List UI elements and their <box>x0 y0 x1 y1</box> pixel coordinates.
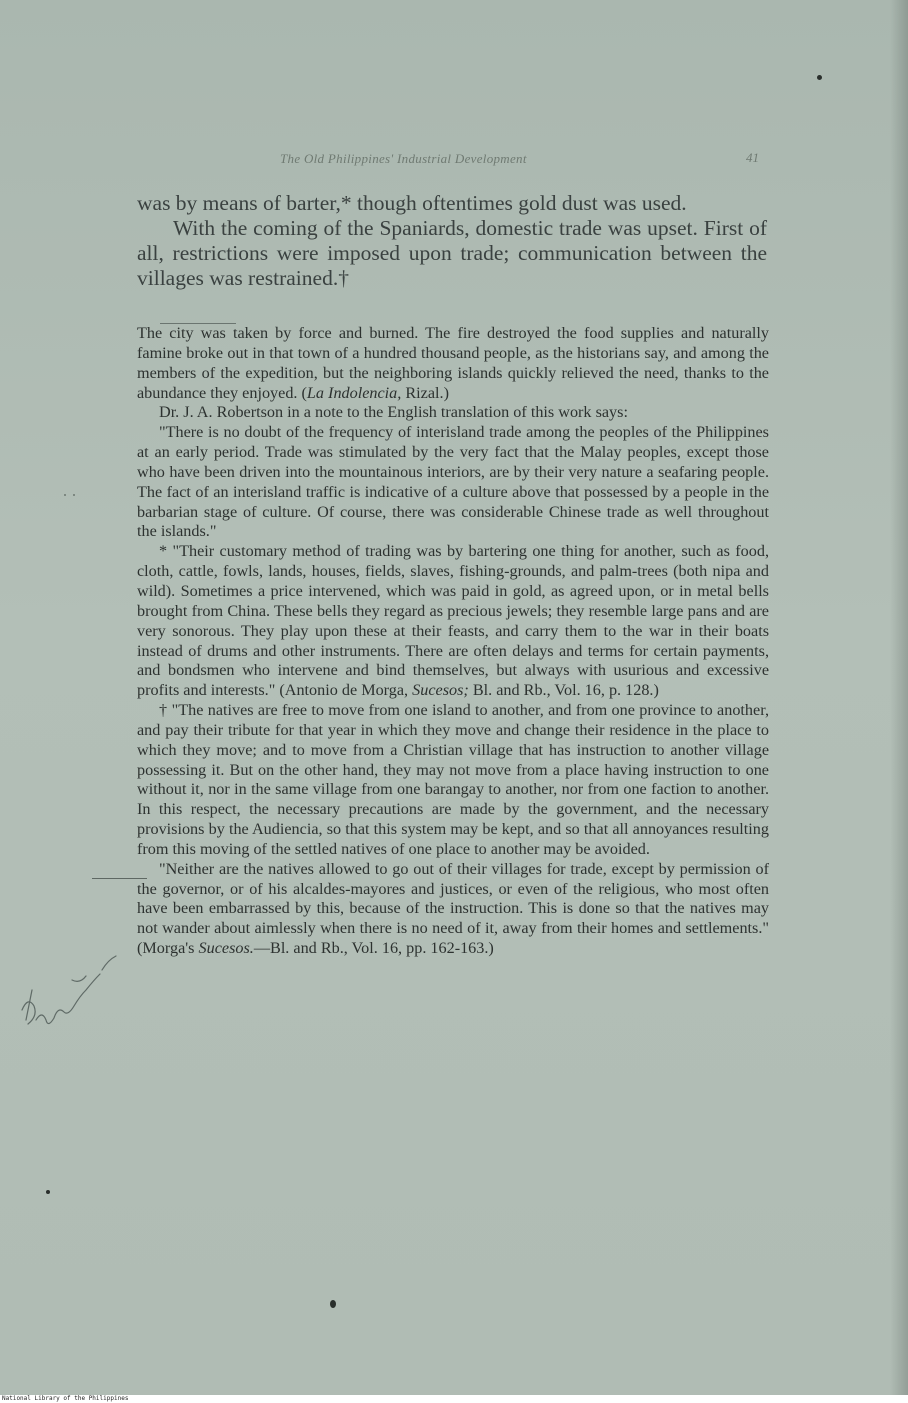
running-head: The Old Philippines' Industrial Development <box>280 151 527 166</box>
note-robertson-quote: "There is no doubt of the frequency of interisland trade among the peoples of the Philippines at an early period. Trade was stimulated by the very fact that the Malay peoples, except those who have been driven into the mountainous interiors, are by their very nature a seafaring people. The fact of an interisland traffic is indicative of a culture above that possessed by a people in the barbarian stage of culture. Of course, there was considerable Chinese trade as well throughout the islands." <box>137 423 769 541</box>
footnotes <box>137 324 769 959</box>
page-speck <box>46 1190 50 1194</box>
pencil-annotation <box>12 950 132 1060</box>
note-robertson-intro: Dr. J. A. Robertson in a note to the English translation of this work says: <box>159 403 628 422</box>
page-edge-shadow <box>890 0 908 1395</box>
body-paragraph-2: With the coming of the Spaniards, domestic trade was upset. First of all, restrictions were imposed upon trade; communication between the villages was restrained.† <box>137 216 767 290</box>
note-city-burned: The city was taken by force and burned. The fire destroyed the food supplies and naturally famine broke out in that town of a hundred thousand people, as the historians say, and among the members of the expedition, but the neighboring islands quickly relieved the need, thanks to the abundance they enjoyed. (La Indolencia, Rizal.) <box>137 324 769 402</box>
body-paragraph-1: was by means of barter,* though oftentimes gold dust was used. <box>137 191 687 215</box>
library-credit: National Library of the Philippines <box>0 1395 908 1403</box>
page-number: 41 <box>746 150 759 165</box>
note-natives-free: † "The natives are free to move from one island to another, and from one province to another, and pay their tribute for that year in which they move and change their residence in the place to which they move; and to move from a Christian village that has instruction to another village possessing it. But on the other hand, they may not move from a place having instruction to one without it, nor in the same village from one barangay to another, nor from one faction to another. In this respect, the necessary precautions are made by the government, and the necessary provisions by the Audiencia, so that this system may be kept, and so that all annoyances resulting from this moving of the settled natives of one place to another may be avoided. <box>137 701 769 858</box>
page-speck <box>64 494 66 496</box>
margin-pencil-line <box>92 878 147 879</box>
note-barter: * "Their customary method of trading was by bartering one thing for another, such as food, cloth, cattle, fowls, lands, houses, fields, slaves, fishing-grounds, and palm-trees (both nipa and wild). Sometimes a price intervened, which was paid in gold, as agreed upon, or in metal bells brought from China. These bells they regard as precious jewels; they resemble large pans and are very sonorous. They play upon these at their feasts, and carry them to the war in their boats instead of drums and other instruments. There are often delays and terms for certain payments, and bondsmen who intervene and bind themselves, but always with usurious and excessive profits and interests." (Antonio de Morga, Sucesos; Bl. and Rb., Vol. 16, p. 128.) <box>137 542 769 700</box>
main-text <box>137 191 767 291</box>
page-speck <box>330 1300 336 1308</box>
page-speck <box>817 75 822 80</box>
note-natives-villages: "Neither are the natives allowed to go out of their villages for trade, except by permission of the governor, or of his alcaldes-mayores and justices, or even of the religious, who most often have been embarrassed by this, because of the instruction. This is done so that the natives may not wander about aimlessly when there is no need of it, away from their homes and settlements." (Morga's Sucesos.—Bl. and Rb., Vol. 16, pp. 162-163.) <box>137 859 769 958</box>
page-speck <box>73 494 75 496</box>
